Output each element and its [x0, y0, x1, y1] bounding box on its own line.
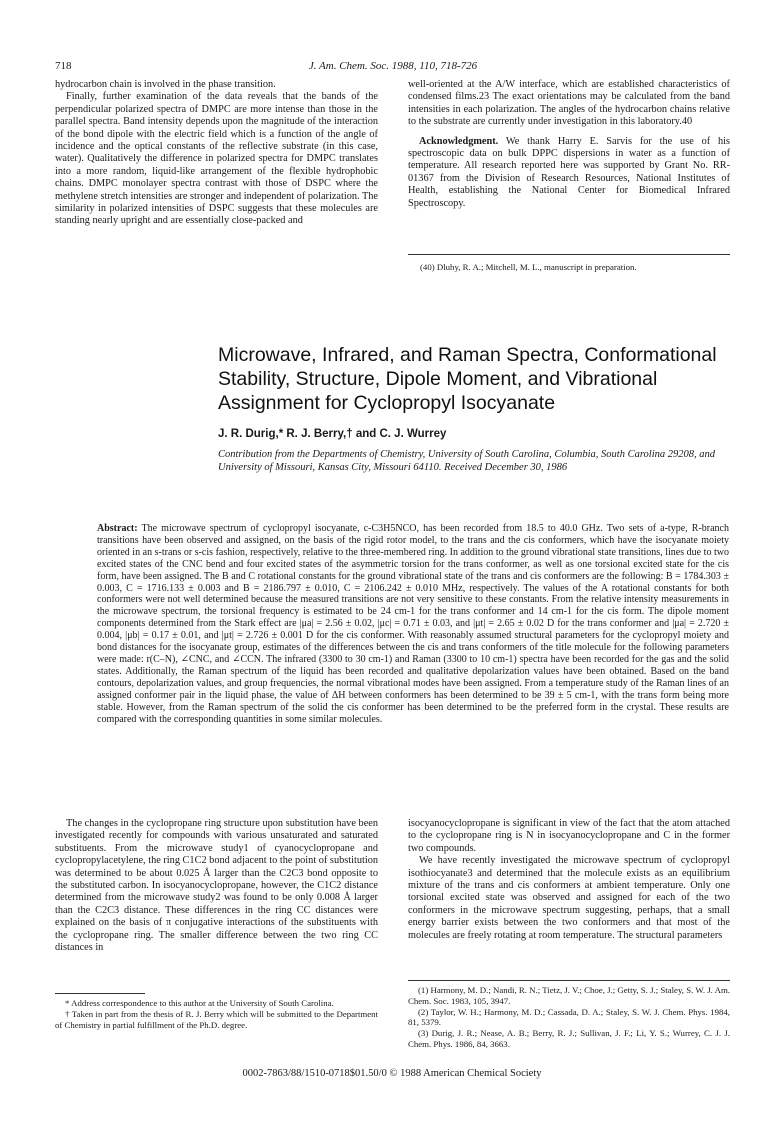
- copyright-footer: 0002-7863/88/1510-0718$01.50/0 © 1988 American Chemical Society: [242, 1068, 542, 1079]
- acknowledgment-label: Acknowledgment.: [419, 135, 499, 147]
- footnote-divider: [55, 993, 145, 994]
- paragraph: Finally, further examination of the data reveals that the bands of the perpendicular polarized spectra of DMPC are more intense than those in the parallel spectra. Band intensity depends upon the magnitude of the interaction of the bond dipole with the electric field which is a function of the angle of incidence and the optical constants of the reflective substrate (in this case, water). Qualitatively the difference in polarized spectra for DMPC translates into a more random, liquid-like arrangement of the flexible hydrophobic chains. DMPC monolayer spectra contrast with those of DSPC where the methylene stretch intensities are stronger and independent of polarization. The similarity in polarized intensities of DSPC suggests that these molecules are standing nearly upright and are essentially close-packed and: [55, 91, 378, 227]
- reference-item: (2) Taylor, W. H.; Harmony, M. D.; Cassada, D. A.; Staley, S. W. J. Chem. Phys. 1984, 81, 5379.: [408, 1006, 730, 1028]
- body-left-column: [55, 818, 378, 954]
- paragraph: hydrocarbon chain is involved in the phase transition.: [55, 79, 276, 90]
- affiliation: Contribution from the Departments of Chemistry, University of South Carolina, Columbia, South Carolina 29208, and University of Missouri, Kansas City, Missouri 64110. Received December 30, 1986: [218, 449, 716, 473]
- paragraph: We have recently investigated the microwave spectrum of cyclopropyl isothiocyanate3 and determined that the molecule exists as an equilibrium mixture of the trans and cis conformers at ambient temperature. Only one torsional excited state was observed and assigned for each of the two conformers in the microwave spectrum suggesting, perhaps, that a small energy barrier exists between the two conformers and that most of the molecules are freely rotating at room temperature. The structural parameters: [408, 855, 730, 941]
- references: [408, 985, 730, 1050]
- footnote-star: * Address correspondence to this author at the University of South Carolina.: [65, 998, 334, 1008]
- acknowledgment: [408, 136, 730, 210]
- footnotes: [55, 998, 378, 1030]
- paragraph: isocyanocyclopropane is significant in view of the fact that the atom attached to the cyclopropane ring is N in isocyanocyclopropane and C in the former two compounds.: [408, 818, 730, 854]
- reference-item: (3) Durig, J. R.; Nease, A. B.; Berry, R. J.; Sullivan, J. F.; Li, Y. S.; Wurrey, C. J. J. Chem. Phys. 1986, 84, 3663.: [408, 1028, 730, 1049]
- paragraph: The changes in the cyclopropane ring structure upon substitution have been investigated recently for compounds with various unsaturated and saturated substituents. From the microwave study1 of cyanocyclopropane and cyclopropylacetylene, the ring C1C2 bond adjacent to the point of substitution was determined to be about 0.025 Å larger than the C2C3 bond opposite to the substituted carbon. In isocyanocyclopropane, however, the C1C2 distance determined from the microwave study2 was found to be only 0.008 Å larger than the C2C3 distance. These differences in the ring CC distances were explained on the basis of π conjugative interactions of the substituents with the cyclopropane ring. The smaller difference between the two ring CC distances in: [55, 818, 378, 954]
- footnote-40: (40) Dluhy, R. A.; Mitchell, M. L., manuscript in preparation.: [420, 262, 637, 272]
- journal-citation: J. Am. Chem. Soc. 1988, 110, 718-726: [308, 60, 478, 72]
- body-right-column: [408, 818, 730, 942]
- divider: [408, 254, 730, 255]
- reference-item: (1) Harmony, M. D.; Nandi, R. N.; Tietz, J. V.; Choe, J.; Getty, S. J.; Staley, S. W. J. Am. Chem. Soc. 1983, 105, 3947.: [408, 985, 730, 1006]
- footnote-dagger: † Taken in part from the thesis of R. J. Berry which will be submitted to the Department of Chemistry in partial fulfillment of the Ph.D. degree.: [55, 1008, 378, 1030]
- top-left-column: [55, 79, 378, 228]
- acknowledgment-text: We thank Harry E. Sarvis for the use of his spectroscopic data on bulk DPPC dispersions in water as a function of temperature. All research reported here was supported by Grant No. RR-01367 from the Division of Research Resources, National Institutes of Health, establishing the National Center for Biomedical Infrared Spectroscopy.: [408, 135, 730, 209]
- top-right-column: [408, 79, 730, 210]
- abstract-label: Abstract:: [97, 523, 138, 534]
- article-title: Microwave, Infrared, and Raman Spectra, Conformational Stability, Structure, Dipole Moment, and Vibrational Assignment for Cyclopropyl Isocyanate: [218, 344, 717, 414]
- abstract: [97, 523, 729, 725]
- references-divider: [408, 980, 730, 981]
- paragraph: well-oriented at the A/W interface, which are established characteristics of condensed films.23 The exact orientations may be calculated from the band intensities in each polarization. The angles of the hydrocarbon chains relative to the substrate are currently under investigation in this laboratory.40: [408, 79, 730, 128]
- abstract-text: The microwave spectrum of cyclopropyl isocyanate, c-C3H5NCO, has been recorded from 18.5 to 40.0 GHz. Two sets of a-type, R-branch transitions have been observed and assigned, on the basis of the rigid rotor model, to the trans and the cis conformers, which have the isocyanate moiety oriented in an s-trans or s-cis fashion, respectively, relative to the three-membered ring. In addition to the ground vibrational state transitions, lines due to two excited states of the CNC bend and four excited states of the asymmetric torsion for the trans conformer, as well as one torsional excited state for the cis form, have been assigned. The B and C rotational constants for the ground vibrational state of the trans and cis conformers are the following: B = 1784.303 ± 0.003, C = 1716.133 ± 0.003 and B = 2186.797 ± 0.010, C = 2106.242 ± 0.010 MHz, respectively. The values of the A rotational constants for both conformers were not well determined because the measured transitions are not very sensitive to these constants. From the relative intensity measurements in the microwave spectrum, the torsional frequency is estimated to be 24 cm-1 for the trans conformer and 14 cm-1 for the cis form. The dipole moment components determined from the Stark effect are |μa| = 2.56 ± 0.02, |μc| = 0.71 ± 0.03, and |μt| = 2.65 ± 0.02 D for the trans conformer and |μa| = 2.720 ± 0.004, |μb| = 0.17 ± 0.01, and |μt| = 2.726 ± 0.001 D for the cis conformer. With reasonably assumed structural parameters for the cyclopropyl moiety and bond distances for the isocyanate group, estimates of the differences between the cis and trans conformers of the title molecule for the following parameters were made: r(C–N), ∠CNC, and ∠CCN. The infrared (3300 to 30 cm-1) and Raman (3300 to 10 cm-1) spectra have been recorded for the gas and the solid states. Additionally, the Raman spectrum of the liquid has been recorded and qualitative depolarization values have been obtained. Based on the band contours, depolarization values, and group frequencies, the normal vibrational modes have been assigned. From a temperature study of the Raman lines of an assigned conformer pair in the liquid phase, the value of ΔH between conformers has been determined to be 39 ± 5 cm-1, with the trans form being more stable. However, from the Raman spectrum of the solid the cis conformer has been determined to be the preferred form in the crystal. These results are compared with the corresponding quantities in some similar molecules.: [97, 523, 729, 725]
- page-number: 718: [55, 60, 72, 72]
- author-list: J. R. Durig,* R. J. Berry,† and C. J. Wurrey: [218, 428, 447, 440]
